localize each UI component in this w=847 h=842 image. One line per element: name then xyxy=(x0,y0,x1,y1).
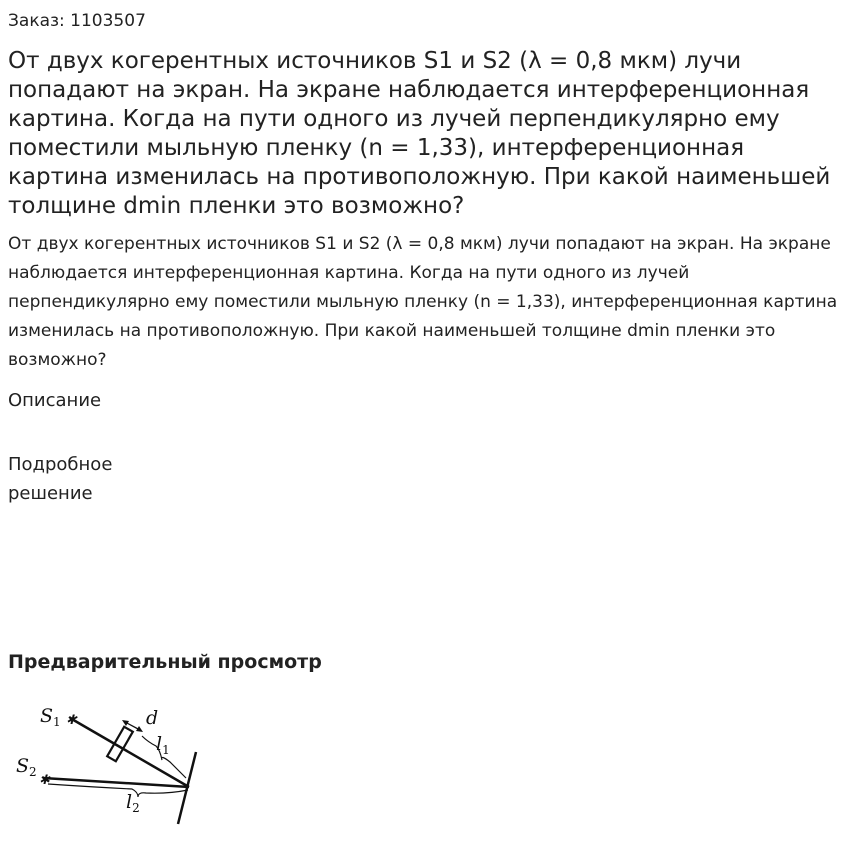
description-label: Описание xyxy=(8,390,102,411)
d-label: d xyxy=(146,707,159,729)
s1-marker: ✱ xyxy=(66,713,77,728)
s2-label: $S_2$ xyxy=(16,755,37,779)
soap-film xyxy=(107,727,133,761)
interference-diagram xyxy=(8,700,208,830)
s1-label: $S_1$ xyxy=(40,705,61,729)
task-title: От двух когерентных источников S1 и S2 (λ = 0,8 мкм) лучи попадают на экран. На экране наблюдается интерференционная картина. Когда на пути одного из лучей перпендикулярно ему поместили мыльную пленку (n = 1,33), интерференционная картина изменилась на противоположную. При какой наименьшей толщине dmin пленки это возможно? xyxy=(8,48,831,219)
l2-label: $l_2$ xyxy=(126,791,140,815)
ray-s1 xyxy=(70,718,189,787)
l1-label: $l_1$ xyxy=(156,733,170,757)
task-body: От двух когерентных источников S1 и S2 (λ = 0,8 мкм) лучи попадают на экран. На экране наблюдается интерференционная картина. Когда на пути одного из лучей перпендикулярно ему поместили мыльную пленку (n = 1,33), интерференционная картина изменилась на противоположную. При какой наименьшей толщине dmin пленки это возможно? xyxy=(8,234,838,370)
solution-label: Подробное решение xyxy=(8,454,113,504)
s2-marker: ✱ xyxy=(39,773,50,788)
preview-heading: Предварительный просмотр xyxy=(8,651,322,673)
preview-figure xyxy=(8,700,208,830)
order-number: Заказ: 1103507 xyxy=(8,11,146,31)
